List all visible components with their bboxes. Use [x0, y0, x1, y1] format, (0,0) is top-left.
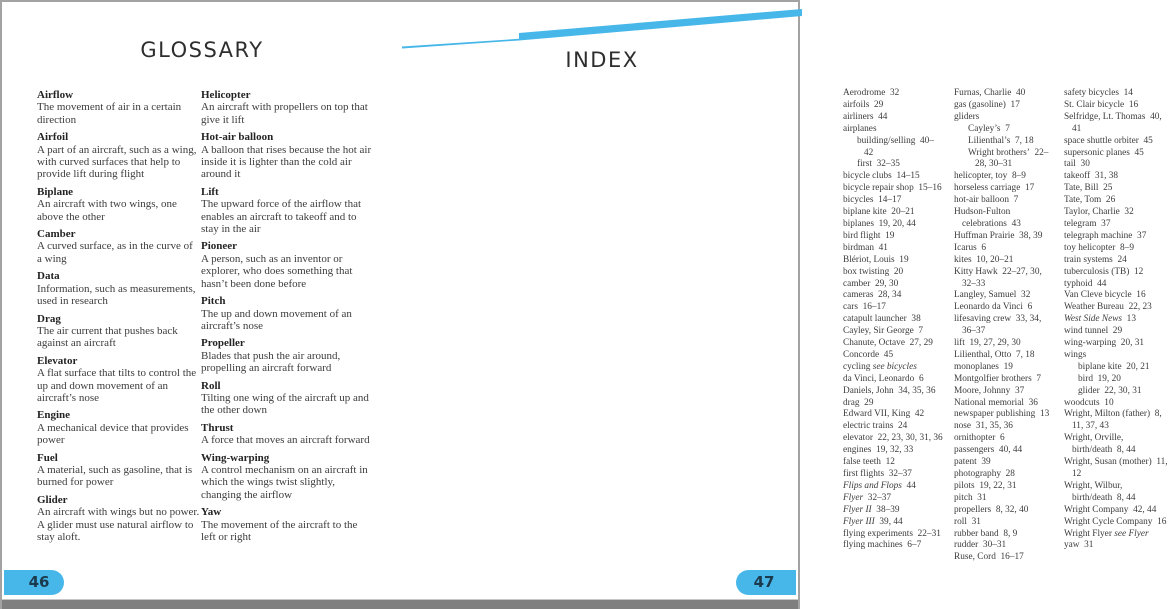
index-term: ornithopter: [954, 433, 996, 444]
glossary-definition: The air current that pushes back against an aircraft: [37, 324, 178, 350]
index-entry: engines 19, 32, 33: [843, 445, 914, 456]
index-entry: lift 19, 27, 29, 30: [954, 338, 1021, 349]
index-term: bird: [1078, 373, 1093, 384]
index-term: train systems: [1064, 254, 1113, 265]
glossary-term: Data: [37, 270, 60, 283]
index-entry: Wright, Milton (father) 8, 11, 37, 43: [1064, 409, 1162, 432]
glossary-definition: An aircraft with propellers on top that give it lift: [201, 101, 368, 126]
index-entry: wind tunnel 29: [1064, 326, 1123, 337]
index-entry: Lilienthal, Otto 7, 18: [954, 349, 1035, 360]
index-entry: Flips and Flops 44: [843, 480, 916, 491]
index-title: INDEX: [565, 48, 639, 72]
index-term: St. Clair bicycle: [1064, 99, 1125, 110]
index-term: roll: [954, 516, 967, 527]
index-term: cameras: [843, 290, 874, 301]
index-term: rudder: [954, 540, 979, 551]
index-term: Selfridge, Lt. Thomas: [1064, 111, 1146, 122]
index-term: tail: [1064, 159, 1076, 170]
index-term: wind tunnel: [1064, 326, 1109, 337]
index-entry: airfoils 29: [843, 99, 884, 110]
index-term: gliders: [954, 111, 980, 122]
index-term: wings: [1064, 349, 1087, 360]
index-term: hot-air balloon: [954, 195, 1009, 206]
glossary-column-2: [201, 89, 373, 548]
index-term: Tate, Tom: [1064, 195, 1102, 206]
index-term: Cayley’s: [968, 123, 1001, 134]
index-term: space shuttle orbiter: [1064, 135, 1139, 146]
index-entry: Langley, Samuel 32: [954, 290, 1031, 301]
glossary-term: Thrust: [201, 421, 234, 434]
page-number-left: 46: [4, 570, 64, 595]
index-entry: supersonic planes 45: [1064, 147, 1144, 158]
index-entry: Flyer 32–37: [843, 492, 892, 503]
index-entry: nose 31, 35, 36: [954, 421, 1013, 432]
index-term: monoplanes: [954, 361, 999, 372]
index-entry: catapult launcher 38: [843, 314, 921, 325]
glossary-definition: A part of an aircraft, such as a wing, with curved surfaces that help to provide lift during flight: [37, 143, 197, 181]
index-term: Wright, Wilbur, birth/death: [1064, 480, 1123, 503]
glossary-definition: A material, such as gasoline, that is burned for power: [37, 463, 193, 489]
index-term: National memorial: [954, 397, 1024, 408]
index-entry: Wright, Orville, birth/death 8, 44: [1064, 433, 1136, 456]
index-entry: Furnas, Charlie 40: [954, 88, 1026, 98]
index-entry: woodcuts 10: [1064, 397, 1114, 408]
index-term: Flyer: [843, 492, 864, 503]
index-entry: West Side News 13: [1064, 314, 1136, 325]
index-subentry: glider 22, 30, 31: [1078, 385, 1142, 396]
index-column-1: [843, 88, 943, 552]
index-entry: telegraph machine 37: [1064, 230, 1147, 241]
index-entry: electric trains 24: [843, 421, 908, 432]
index-entry: box twisting 20: [843, 266, 904, 277]
index-entry: false teeth 12: [843, 457, 895, 468]
glossary-definition: A person, such as an inventor or explorer, who does something that hasn’t been done before: [201, 252, 353, 290]
index-entry: St. Clair bicycle 16: [1064, 99, 1139, 110]
glossary-term: Hot-air balloon: [201, 131, 274, 144]
index-term: biplanes: [843, 218, 874, 229]
index-term: Icarus: [954, 242, 977, 253]
index-term: passengers: [954, 445, 995, 456]
index-term: Leonardo da Vinci: [954, 302, 1023, 313]
index-term: Langley, Samuel: [954, 290, 1017, 301]
glossary-entry: [201, 452, 373, 502]
index-term: Blériot, Louis: [843, 254, 895, 265]
index-entry: Wright Cycle Company 16: [1064, 516, 1167, 527]
glossary-entry: [201, 89, 373, 126]
index-entry: bicycle clubs 14–15: [843, 171, 920, 182]
page-number-right: 47: [736, 570, 796, 595]
glossary-entry: [201, 186, 373, 236]
index-term: Wright brothers’: [968, 147, 1030, 158]
index-term: lift: [954, 338, 965, 349]
index-entry: ornithopter 6: [954, 433, 1005, 444]
index-see-reference: see Flyer: [1111, 528, 1149, 539]
index-entry: Wright, Wilbur, birth/death 8, 44: [1064, 480, 1136, 503]
index-term: Wright, Orville, birth/death: [1064, 433, 1124, 456]
glossary-entry: [201, 422, 373, 447]
glossary-term: Biplane: [37, 185, 74, 198]
index-term: flying machines: [843, 540, 903, 551]
index-term: cycling: [843, 361, 871, 372]
glossary-entry: [37, 452, 200, 489]
index-entry: Chanute, Octave 27, 29: [843, 338, 933, 349]
index-term: airfoils: [843, 99, 870, 110]
index-entry: Leonardo da Vinci 6: [954, 302, 1033, 313]
glossary-entry: [201, 380, 373, 417]
index-term: horseless carriage: [954, 183, 1021, 194]
index-entry: horseless carriage 17: [954, 183, 1035, 194]
index-entry: toy helicopter 8–9: [1064, 242, 1134, 253]
index-entry: Flyer II 38–39: [843, 504, 900, 515]
index-term: false teeth: [843, 457, 881, 468]
index-term: Cayley, Sir George: [843, 326, 914, 337]
book-bottom-edge: [2, 599, 798, 609]
index-term: Kitty Hawk: [954, 266, 998, 277]
index-term: woodcuts: [1064, 397, 1100, 408]
index-term: Wright, Milton (father): [1064, 409, 1151, 420]
index-entry: rudder 30–31: [954, 540, 1007, 551]
index-subentry: Lilienthal’s 7, 18: [968, 135, 1034, 146]
glossary-entry: [37, 270, 200, 307]
glossary-term: Drag: [37, 312, 61, 325]
index-entry: bicycle repair shop 15–16: [843, 183, 942, 194]
index-term: photography: [954, 469, 1001, 479]
index-term: bicycle repair shop: [843, 183, 914, 194]
glossary-definition: The upward force of the airflow that enables an aircraft to takeoff and to stay in the air: [201, 198, 362, 236]
index-term: Wright Cycle Company: [1064, 516, 1153, 527]
index-entry: bicycles 14–17: [843, 195, 902, 206]
glossary-definition: A balloon that rises because the hot air inside it is lighter than the cold air around it: [201, 143, 372, 181]
index-term: telegram: [1064, 218, 1097, 229]
index-entry: Montgolfier brothers 7: [954, 373, 1042, 384]
index-entry: train systems 24: [1064, 254, 1127, 265]
index-term: Weather Bureau: [1064, 302, 1124, 313]
index-subentry: bird 19, 20: [1078, 373, 1121, 384]
index-term: wing-warping: [1064, 338, 1117, 349]
glossary-definition: Blades that push the air around, propelling an aircraft forward: [201, 349, 341, 375]
index-entry: camber 29, 30: [843, 278, 899, 289]
index-term: Wright, Susan (mother): [1064, 457, 1152, 468]
index-entry: Blériot, Louis 19: [843, 254, 909, 265]
index-term: Edward VII, King: [843, 409, 911, 420]
index-entry: Aerodrome 32: [843, 88, 900, 98]
index-term: catapult launcher: [843, 314, 907, 325]
glossary-page: [2, 2, 402, 602]
glossary-term: Helicopter: [201, 89, 251, 101]
index-term: Chanute, Octave: [843, 338, 905, 349]
index-entry: kites 10, 20–21: [954, 254, 1014, 265]
index-entry: cameras 28, 34: [843, 290, 902, 301]
index-entry: Ruse, Cord 16–17: [954, 552, 1024, 563]
index-term: newspaper publishing: [954, 409, 1036, 420]
index-term: Hudson-Fulton celebrations: [954, 207, 1011, 229]
glossary-entry: [37, 228, 200, 265]
index-entry: Moore, Johnny 37: [954, 385, 1025, 396]
glossary-entry: [201, 337, 373, 374]
index-entry: helicopter, toy 8–9: [954, 171, 1026, 182]
index-entry: pitch 31: [954, 492, 987, 503]
glossary-term: Pitch: [201, 295, 226, 308]
glossary-definition: A force that moves an aircraft forward: [201, 434, 370, 447]
index-term: biplane kite: [1078, 361, 1122, 372]
glossary-definition: An aircraft with two wings, one above the other: [37, 198, 177, 223]
index-term: engines: [843, 445, 872, 456]
glossary-definition: A control mechanism on an aircraft in which the wings twist slightly, changing the airflow: [201, 463, 368, 501]
index-entry: Wright, Susan (mother) 11, 12: [1064, 457, 1168, 479]
index-term: kites: [954, 254, 972, 265]
glossary-column-1: [37, 89, 200, 548]
index-column-2: [954, 88, 1056, 564]
index-entry: safety bicycles 14: [1064, 88, 1133, 98]
glossary-term: Engine: [37, 409, 71, 422]
index-subentry: biplane kite 20, 21: [1078, 361, 1150, 372]
glossary-term: Roll: [201, 379, 221, 392]
glossary-entry: [37, 313, 200, 350]
glossary-term: Lift: [201, 185, 219, 198]
index-entry: tail 30: [1064, 159, 1090, 170]
index-entry: cars 16–17: [843, 302, 886, 313]
index-entry: elevator 22, 23, 30, 31, 36: [843, 433, 943, 444]
index-term: box twisting: [843, 266, 890, 277]
index-entry: biplane kite 20–21: [843, 207, 915, 218]
index-entry: da Vinci, Leonardo 6: [843, 373, 924, 384]
index-entry: [1064, 529, 1168, 541]
index-entry: Tate, Bill 25: [1064, 183, 1113, 194]
index-term: building/selling: [857, 135, 916, 146]
index-entry: takeoff 31, 38: [1064, 171, 1119, 182]
index-term: lifesaving crew: [954, 314, 1012, 325]
index-term: yaw: [1064, 540, 1080, 551]
index-entry: propellers 8, 32, 40: [954, 504, 1029, 515]
glossary-definition: The movement of air in a certain direction: [37, 101, 182, 126]
glossary-entry: [201, 240, 373, 290]
index-term: telegraph machine: [1064, 230, 1133, 241]
index-term: glider: [1078, 385, 1100, 396]
glossary-entry: [201, 506, 373, 543]
index-term: Moore, Johnny: [954, 385, 1011, 396]
index-entry: Tate, Tom 26: [1064, 195, 1116, 206]
index-term: patent: [954, 457, 977, 468]
index-term: first: [857, 159, 872, 170]
index-term: bicycle clubs: [843, 171, 892, 182]
glossary-definition: An aircraft with wings but no power. A glider must use natural airflow to stay aloft.: [37, 506, 200, 543]
index-entry: airliners 44: [843, 111, 888, 122]
glossary-term: Glider: [37, 493, 68, 506]
index-term: safety bicycles: [1064, 88, 1119, 98]
index-term: Daniels, John: [843, 385, 894, 396]
index-term: drag: [843, 397, 860, 408]
index-term: birdman: [843, 242, 874, 253]
index-term: Flips and Flops: [843, 480, 902, 491]
index-term: airplanes: [843, 123, 877, 134]
index-term: biplane kite: [843, 207, 887, 218]
index-term: pitch: [954, 492, 973, 503]
index-entry: photography 28: [954, 469, 1015, 479]
index-term: supersonic planes: [1064, 147, 1130, 158]
index-term: Tate, Bill: [1064, 183, 1099, 194]
index-entry: [954, 112, 1056, 124]
glossary-entry: [37, 186, 200, 223]
index-term: Van Cleve bicycle: [1064, 290, 1132, 301]
index-term: da Vinci, Leonardo: [843, 373, 915, 384]
index-term: West Side News: [1064, 314, 1123, 325]
index-term: rubber band: [954, 528, 999, 539]
index-term: helicopter, toy: [954, 171, 1008, 182]
index-term: Huffman Prairie: [954, 230, 1015, 241]
index-entry: [843, 124, 943, 136]
index-entry: biplanes 19, 20, 44: [843, 218, 916, 229]
index-entry: newspaper publishing 13: [954, 409, 1050, 420]
index-term: Flyer II: [843, 504, 872, 515]
glossary-entry: [37, 494, 200, 544]
glossary-definition: The up and down movement of an aircraft’s nose: [201, 307, 352, 332]
index-entry: roll 31: [954, 516, 981, 527]
glossary-term: Elevator: [37, 354, 78, 367]
index-entry: Hudson-Fulton celebrations 43: [954, 207, 1021, 229]
index-term: bicycles: [843, 195, 874, 206]
index-term: tuberculosis (TB): [1064, 266, 1130, 277]
glossary-definition: The movement of the aircraft to the left or right: [201, 518, 358, 543]
index-term: airliners: [843, 111, 874, 122]
index-term: flying experiments: [843, 528, 913, 539]
index-entry: Huffman Prairie 38, 39: [954, 230, 1043, 241]
index-term: Flyer III: [843, 516, 875, 527]
index-term: nose: [954, 421, 972, 432]
index-term: pilots: [954, 480, 975, 491]
index-term: toy helicopter: [1064, 242, 1116, 253]
glossary-entry: [37, 89, 200, 126]
glossary-definition: A flat surface that tilts to control the up and down movement of an aircraft’s nose: [37, 367, 197, 404]
index-entry: flying machines 6–7: [843, 540, 922, 551]
index-term: bird flight: [843, 230, 881, 241]
index-term: typhoid: [1064, 278, 1093, 289]
glossary-term: Fuel: [37, 451, 58, 464]
index-entry: Icarus 6: [954, 242, 987, 253]
index-subentry: first 32–35: [857, 159, 900, 170]
index-entry: Kitty Hawk 22–27, 30, 32–33: [954, 266, 1042, 289]
index-term: Taylor, Charlie: [1064, 207, 1120, 218]
glossary-title: GLOSSARY: [140, 38, 264, 62]
index-term: propellers: [954, 504, 992, 515]
glossary-definition: A curved surface, as in the curve of a wing: [37, 240, 193, 265]
index-entry: yaw 31: [1064, 540, 1094, 551]
glossary-entry: [201, 295, 373, 332]
index-term: Concorde: [843, 349, 880, 360]
index-entry: Van Cleve bicycle 16: [1064, 290, 1146, 301]
index-term: Wright Flyer: [1064, 528, 1112, 539]
index-subentry: Wright brothers’ 22–28, 30–31: [968, 147, 1049, 170]
index-entry: Taylor, Charlie 32: [1064, 207, 1134, 218]
index-page: [402, 2, 1168, 602]
index-column-3: [1064, 88, 1168, 552]
glossary-definition: A mechanical device that provides power: [37, 421, 189, 447]
glossary-entry: [37, 131, 200, 181]
index-term: cars: [843, 302, 858, 313]
index-term: Ruse, Cord: [954, 552, 996, 563]
index-entry: lifesaving crew 33, 34, 36–37: [954, 314, 1042, 337]
glossary-entry: [37, 409, 200, 446]
index-entry: rubber band 8, 9: [954, 528, 1018, 539]
index-subentry: building/selling 40–42: [857, 135, 934, 158]
glossary-term: Airfoil: [37, 131, 69, 144]
index-see-reference: see bicycles: [870, 361, 917, 372]
index-entry: Selfridge, Lt. Thomas 40, 41: [1064, 111, 1162, 134]
glossary-term: Camber: [37, 228, 76, 241]
index-entry: birdman 41: [843, 242, 888, 253]
index-entry: Daniels, John 34, 35, 36: [843, 385, 936, 396]
index-entry: first flights 32–37: [843, 469, 912, 479]
index-entry: drag 29: [843, 397, 874, 408]
index-term: gas (gasoline): [954, 99, 1006, 110]
index-entry: monoplanes 19: [954, 361, 1013, 372]
index-entry: tuberculosis (TB) 12: [1064, 266, 1144, 277]
index-entry: patent 39: [954, 457, 991, 468]
index-entry: Wright Company 42, 44: [1064, 504, 1157, 515]
glossary-entry: [201, 131, 373, 181]
glossary-term: Yaw: [201, 506, 222, 519]
index-term: Furnas, Charlie: [954, 88, 1012, 98]
index-term: elevator: [843, 433, 873, 444]
index-term: camber: [843, 278, 871, 289]
index-term: first flights: [843, 469, 885, 479]
index-entry: flying experiments 22–31: [843, 528, 941, 539]
index-entry: wing-warping 20, 31: [1064, 338, 1145, 349]
index-entry: Concorde 45: [843, 349, 894, 360]
index-entry: Flyer III 39, 44: [843, 516, 903, 527]
index-entry: National memorial 36: [954, 397, 1038, 408]
index-entry: hot-air balloon 7: [954, 195, 1019, 206]
index-term: Lilienthal’s: [968, 135, 1011, 146]
glossary-term: Airflow: [37, 89, 74, 101]
glossary-term: Wing-warping: [201, 451, 270, 464]
index-entry: pilots 19, 22, 31: [954, 480, 1017, 491]
index-entry: telegram 37: [1064, 218, 1111, 229]
index-entry: passengers 40, 44: [954, 445, 1023, 456]
index-entry: Cayley, Sir George 7: [843, 326, 924, 337]
glossary-term: Pioneer: [201, 240, 238, 253]
glossary-definition: Information, such as measurements, used in research: [37, 282, 196, 308]
index-entry: [1064, 350, 1168, 362]
index-term: Aerodrome: [843, 88, 886, 98]
index-entry: bird flight 19: [843, 230, 895, 241]
index-entry: space shuttle orbiter 45: [1064, 135, 1153, 146]
index-term: takeoff: [1064, 171, 1091, 182]
index-term: Lilienthal, Otto: [954, 349, 1012, 360]
index-term: electric trains: [843, 421, 894, 432]
index-entry: Weather Bureau 22, 23: [1064, 302, 1152, 313]
index-term: Montgolfier brothers: [954, 373, 1032, 384]
index-entry: [843, 362, 943, 374]
glossary-definition: Tilting one wing of the aircraft up and the other down: [201, 391, 369, 417]
index-entry: gas (gasoline) 17: [954, 99, 1020, 110]
index-subentry: Cayley’s 7: [968, 123, 1010, 134]
index-entry: typhoid 44: [1064, 278, 1107, 289]
index-term: Wright Company: [1064, 504, 1129, 515]
glossary-term: Propeller: [201, 337, 245, 350]
glossary-entry: [37, 355, 200, 405]
index-entry: Edward VII, King 42: [843, 409, 925, 420]
